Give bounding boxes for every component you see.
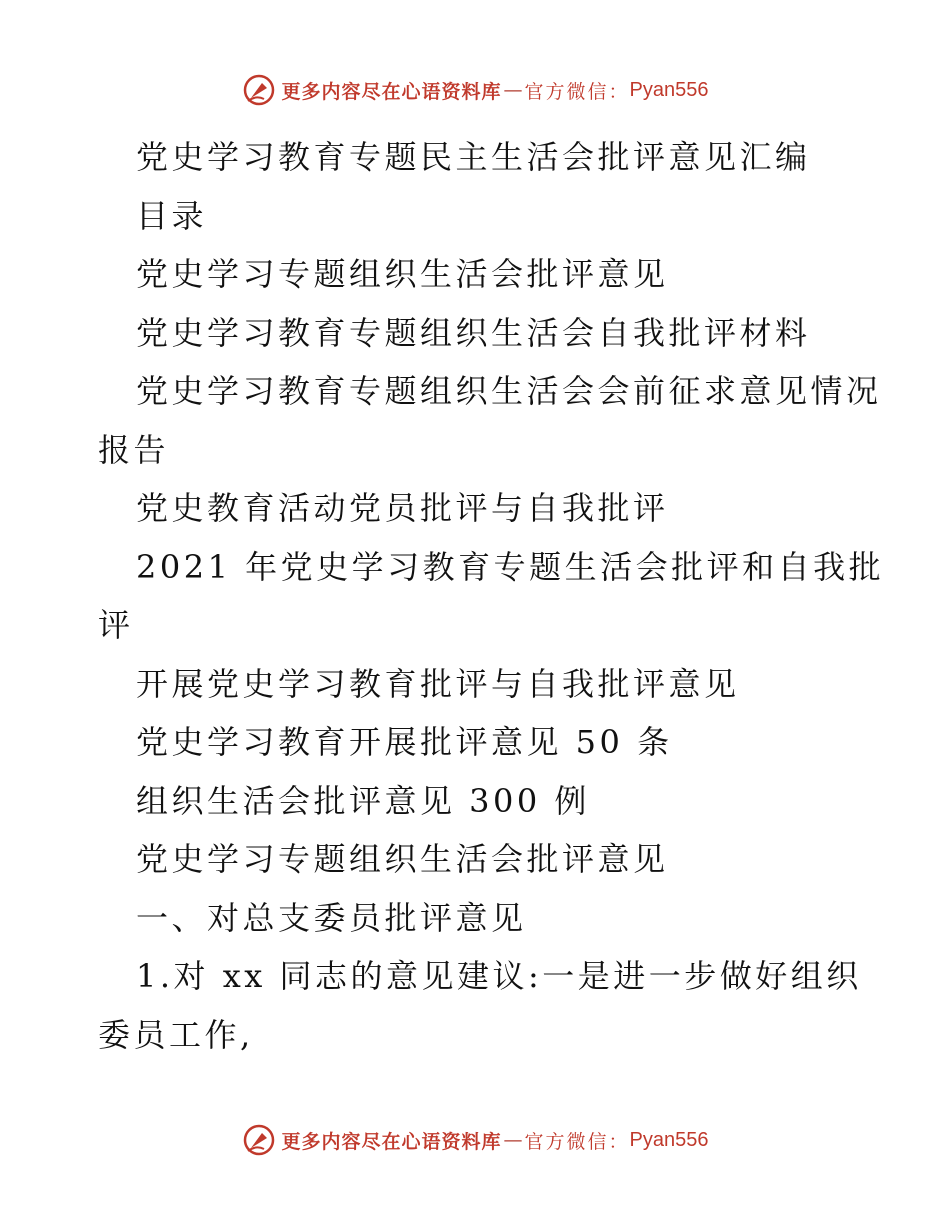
watermark-brand: 更多内容尽在心语资料库 — [281, 1130, 502, 1153]
toc-item: 党史教育活动党员批评与自我批评 — [136, 489, 669, 527]
section-heading: 一、对总支委员批评意见 — [136, 898, 527, 937]
watermark-wechat-label: 官方微信： — [524, 1130, 630, 1153]
body-paragraph: 1.对 xx 同志的意见建议:一是进一步做好组织 — [136, 957, 862, 995]
toc-item: 开展党史学习教育批评与自我批评意见 — [136, 664, 740, 703]
toc-item: 2021 年党史学习教育专题生活会批评和自我批 — [136, 547, 885, 586]
toc-item: 党史学习教育专题组织生活会会前征求意见情况 — [136, 372, 882, 410]
toc-item: 党史学习专题组织生活会批评意见 — [136, 255, 669, 293]
watermark-wechat-id: Pyan556 — [629, 78, 709, 101]
section-title: 党史学习专题组织生活会批评意见 — [136, 840, 669, 878]
watermark-separator: — — [503, 79, 523, 101]
toc-item-continuation: 报告 — [98, 430, 170, 469]
toc-item-continuation: 评 — [98, 606, 134, 644]
pen-nib-logo-icon — [242, 1123, 276, 1157]
toc-item: 党史学习教育开展批评意见 50 条 — [136, 723, 673, 761]
document-title: 党史学习教育专题民主生活会批评意见汇编 — [136, 138, 811, 176]
toc-item: 组织生活会批评意见 300 例 — [136, 781, 590, 820]
watermark-brand: 更多内容尽在心语资料库 — [281, 80, 502, 103]
watermark-wechat-label: 官方微信： — [524, 80, 630, 103]
watermark-wechat-id: Pyan556 — [629, 1128, 709, 1151]
watermark-header — [0, 70, 950, 110]
watermark-footer — [0, 1120, 950, 1160]
watermark-separator: — — [503, 1129, 523, 1151]
toc-heading: 目录 — [136, 196, 208, 235]
pen-nib-logo-icon — [242, 73, 276, 107]
document-body — [98, 128, 885, 1064]
toc-item: 党史学习教育专题组织生活会自我批评材料 — [136, 313, 811, 352]
body-paragraph-continuation: 委员工作, — [98, 1015, 254, 1054]
